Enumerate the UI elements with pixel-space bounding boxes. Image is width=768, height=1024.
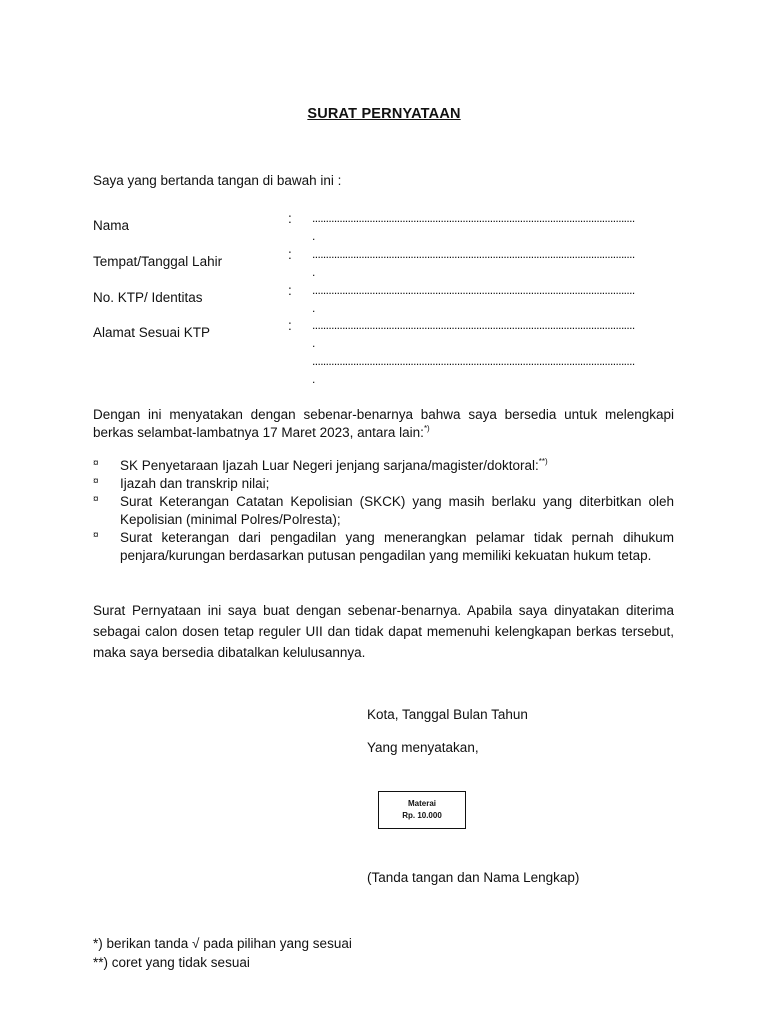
list-item-text: Surat Keterangan Catatan Kepolisian (SKCK) yang masih berlaku yang diterbitkan oleh Kepolisian (minimal Polres/Polresta); <box>120 494 674 527</box>
field-label-alamat: Alamat Sesuai KTP <box>93 325 211 340</box>
intro-text: Saya yang bertanda tangan di bawah ini : <box>93 173 342 188</box>
requirement-list <box>93 457 674 565</box>
declarer-label: Yang menyatakan, <box>367 740 479 755</box>
list-item-text: Ijazah dan transkrip nilai; <box>120 476 270 491</box>
bullet-icon: ¤ <box>93 476 99 487</box>
closing-paragraph: Surat Pernyataan ini saya buat dengan sebenar-benarnya. Apabila saya dinyatakan diterima sebagai calon dosen tetap reguler UII dan tidak dapat memenuhi kelengkapan berkas tersebut, maka saya bersedia dibatalkan kelulusannya. <box>93 603 674 660</box>
field-dots-alamat-2: ...................................................................................................................... <box>312 354 635 368</box>
field-label-ktp: No. KTP/ Identitas <box>93 290 203 305</box>
footnote-mark: *) <box>423 424 430 433</box>
bullet-icon: ¤ <box>93 530 99 541</box>
stamp-label: Materai <box>407 799 436 808</box>
stamp-value: Rp. 10.000 <box>402 811 442 820</box>
field-dot-end: . <box>312 336 316 350</box>
field-dots-ttl: ...................................................................................................................... <box>312 247 635 261</box>
field-label-ttl: Tempat/Tanggal Lahir <box>93 254 223 269</box>
stamp-box <box>378 791 466 829</box>
statement-text: Dengan ini menyatakan dengan sebenar-benarnya bahwa saya bersedia untuk melengkapi berkas selambat-lambatnya 17 Maret 2023, antara lain: <box>93 407 674 440</box>
field-label-nama: Nama <box>93 218 130 233</box>
field-dot-end: . <box>312 229 316 243</box>
bullet-icon: ¤ <box>93 458 99 469</box>
field-dot-end: . <box>312 372 316 386</box>
field-colon: : <box>288 211 292 226</box>
list-item <box>93 457 674 475</box>
list-item <box>93 493 674 529</box>
field-colon: : <box>288 283 292 298</box>
signature-name-hint: (Tanda tangan dan Nama Lengkap) <box>367 870 580 885</box>
list-item-text: SK Penyetaraan Ijazah Luar Negeri jenjang sarjana/magister/doktoral: <box>120 458 539 473</box>
field-dots-nama: ...................................................................................................................... <box>312 211 635 225</box>
footnote: *) berikan tanda √ pada pilihan yang sesuai <box>93 936 352 951</box>
field-colon: : <box>288 247 292 262</box>
footnote-mark: **) <box>538 457 548 466</box>
statement-paragraph <box>93 406 674 442</box>
bullet-icon: ¤ <box>93 494 99 505</box>
list-item <box>93 529 674 565</box>
field-colon: : <box>288 318 292 333</box>
document-title: SURAT PERNYATAAN <box>307 106 461 122</box>
field-dots-alamat: ...................................................................................................................... <box>312 318 635 332</box>
list-item <box>93 475 674 493</box>
place-date: Kota, Tanggal Bulan Tahun <box>367 707 528 722</box>
field-dots-ktp: ...................................................................................................................... <box>312 283 635 297</box>
field-dot-end: . <box>312 301 316 315</box>
field-dot-end: . <box>312 265 316 279</box>
list-item-text: Surat keterangan dari pengadilan yang menerangkan pelamar tidak pernah dihukum penjara/kurungan berdasarkan putusan pengadilan yang memiliki kekuatan hukum tetap. <box>120 530 674 563</box>
footnote: **) coret yang tidak sesuai <box>93 955 250 970</box>
